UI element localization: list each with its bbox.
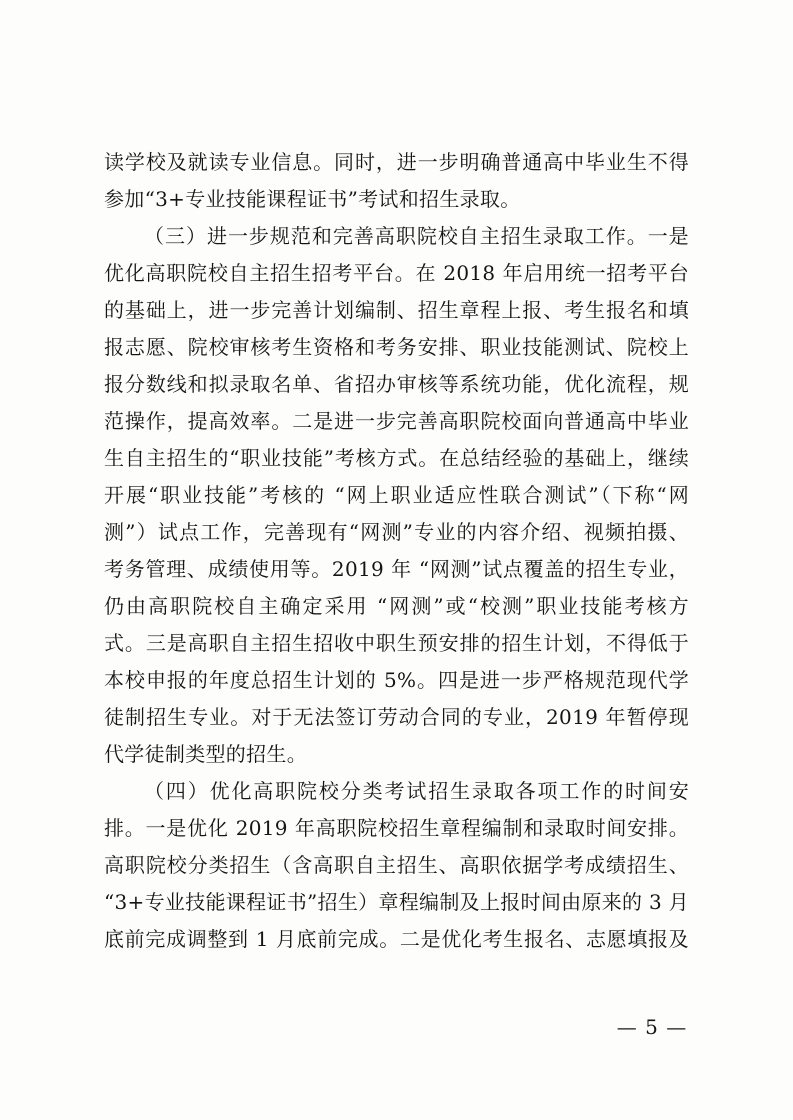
text-line: 底前完成调整到 1 月底前完成。二是优化考生报名、志愿填报及 [104, 927, 689, 951]
text-line: 的基础上，进一步完善计划编制、招生章程上报、考生报名和填 [104, 298, 689, 322]
text-line: 报志愿、院校审核考生资格和考务安排、职业技能测试、院校上 [104, 335, 689, 359]
text-line: 仍由高职院校自主确定采用 “网测”或“校测”职业技能考核方 [104, 594, 689, 618]
text-line: 代学徒制类型的招生。 [104, 742, 307, 766]
text-line: 读学校及就读专业信息。同时，进一步明确普通高中毕业生不得 [104, 150, 689, 174]
text-line: 报分数线和拟录取名单、省招办审核等系统功能，优化流程，规 [104, 372, 689, 396]
text-line: 参加“3+专业技能课程证书”考试和招生录取。 [104, 187, 521, 211]
text-line: 范操作，提高效率。二是进一步完善高职院校面向普通高中毕业 [104, 409, 689, 433]
section-heading-line: （三）进一步规范和完善高职院校自主招生录取工作。一是 [144, 224, 689, 248]
page-number: — 5 — [616, 1015, 688, 1039]
text-line: 高职院校分类招生（含高职自主招生、高职依据学考成绩招生、 [104, 853, 689, 877]
text-line: 排。一是优化 2019 年高职院校招生章程编制和录取时间安排。 [104, 816, 689, 840]
text-line: 式。三是高职自主招生招收中职生预安排的招生计划，不得低于 [104, 631, 689, 655]
text-line: 优化高职院校自主招生招考平台。在 2018 年启用统一招考平台 [104, 261, 689, 285]
text-line: 开展“职业技能”考核的 “网上职业适应性联合测试”（下称“网 [104, 483, 689, 507]
text-line: “3+专业技能课程证书”招生）章程编制及上报时间由原来的 3 月 [104, 890, 689, 914]
text-line: 徒制招生专业。对于无法签订劳动合同的专业，2019 年暂停现 [104, 705, 689, 729]
body-text [104, 144, 689, 958]
section-heading-line: （四）优化高职院校分类考试招生录取各项工作的时间安 [144, 779, 689, 803]
text-line: 生自主招生的“职业技能”考核方式。在总结经验的基础上，继续 [104, 446, 689, 470]
text-line: 测”）试点工作，完善现有“网测”专业的内容介绍、视频拍摄、 [104, 520, 689, 544]
text-line: 本校申报的年度总招生计划的 5%。四是进一步严格规范现代学 [104, 668, 689, 692]
text-line: 考务管理、成绩使用等。2019 年 “网测”试点覆盖的招生专业， [104, 557, 689, 581]
